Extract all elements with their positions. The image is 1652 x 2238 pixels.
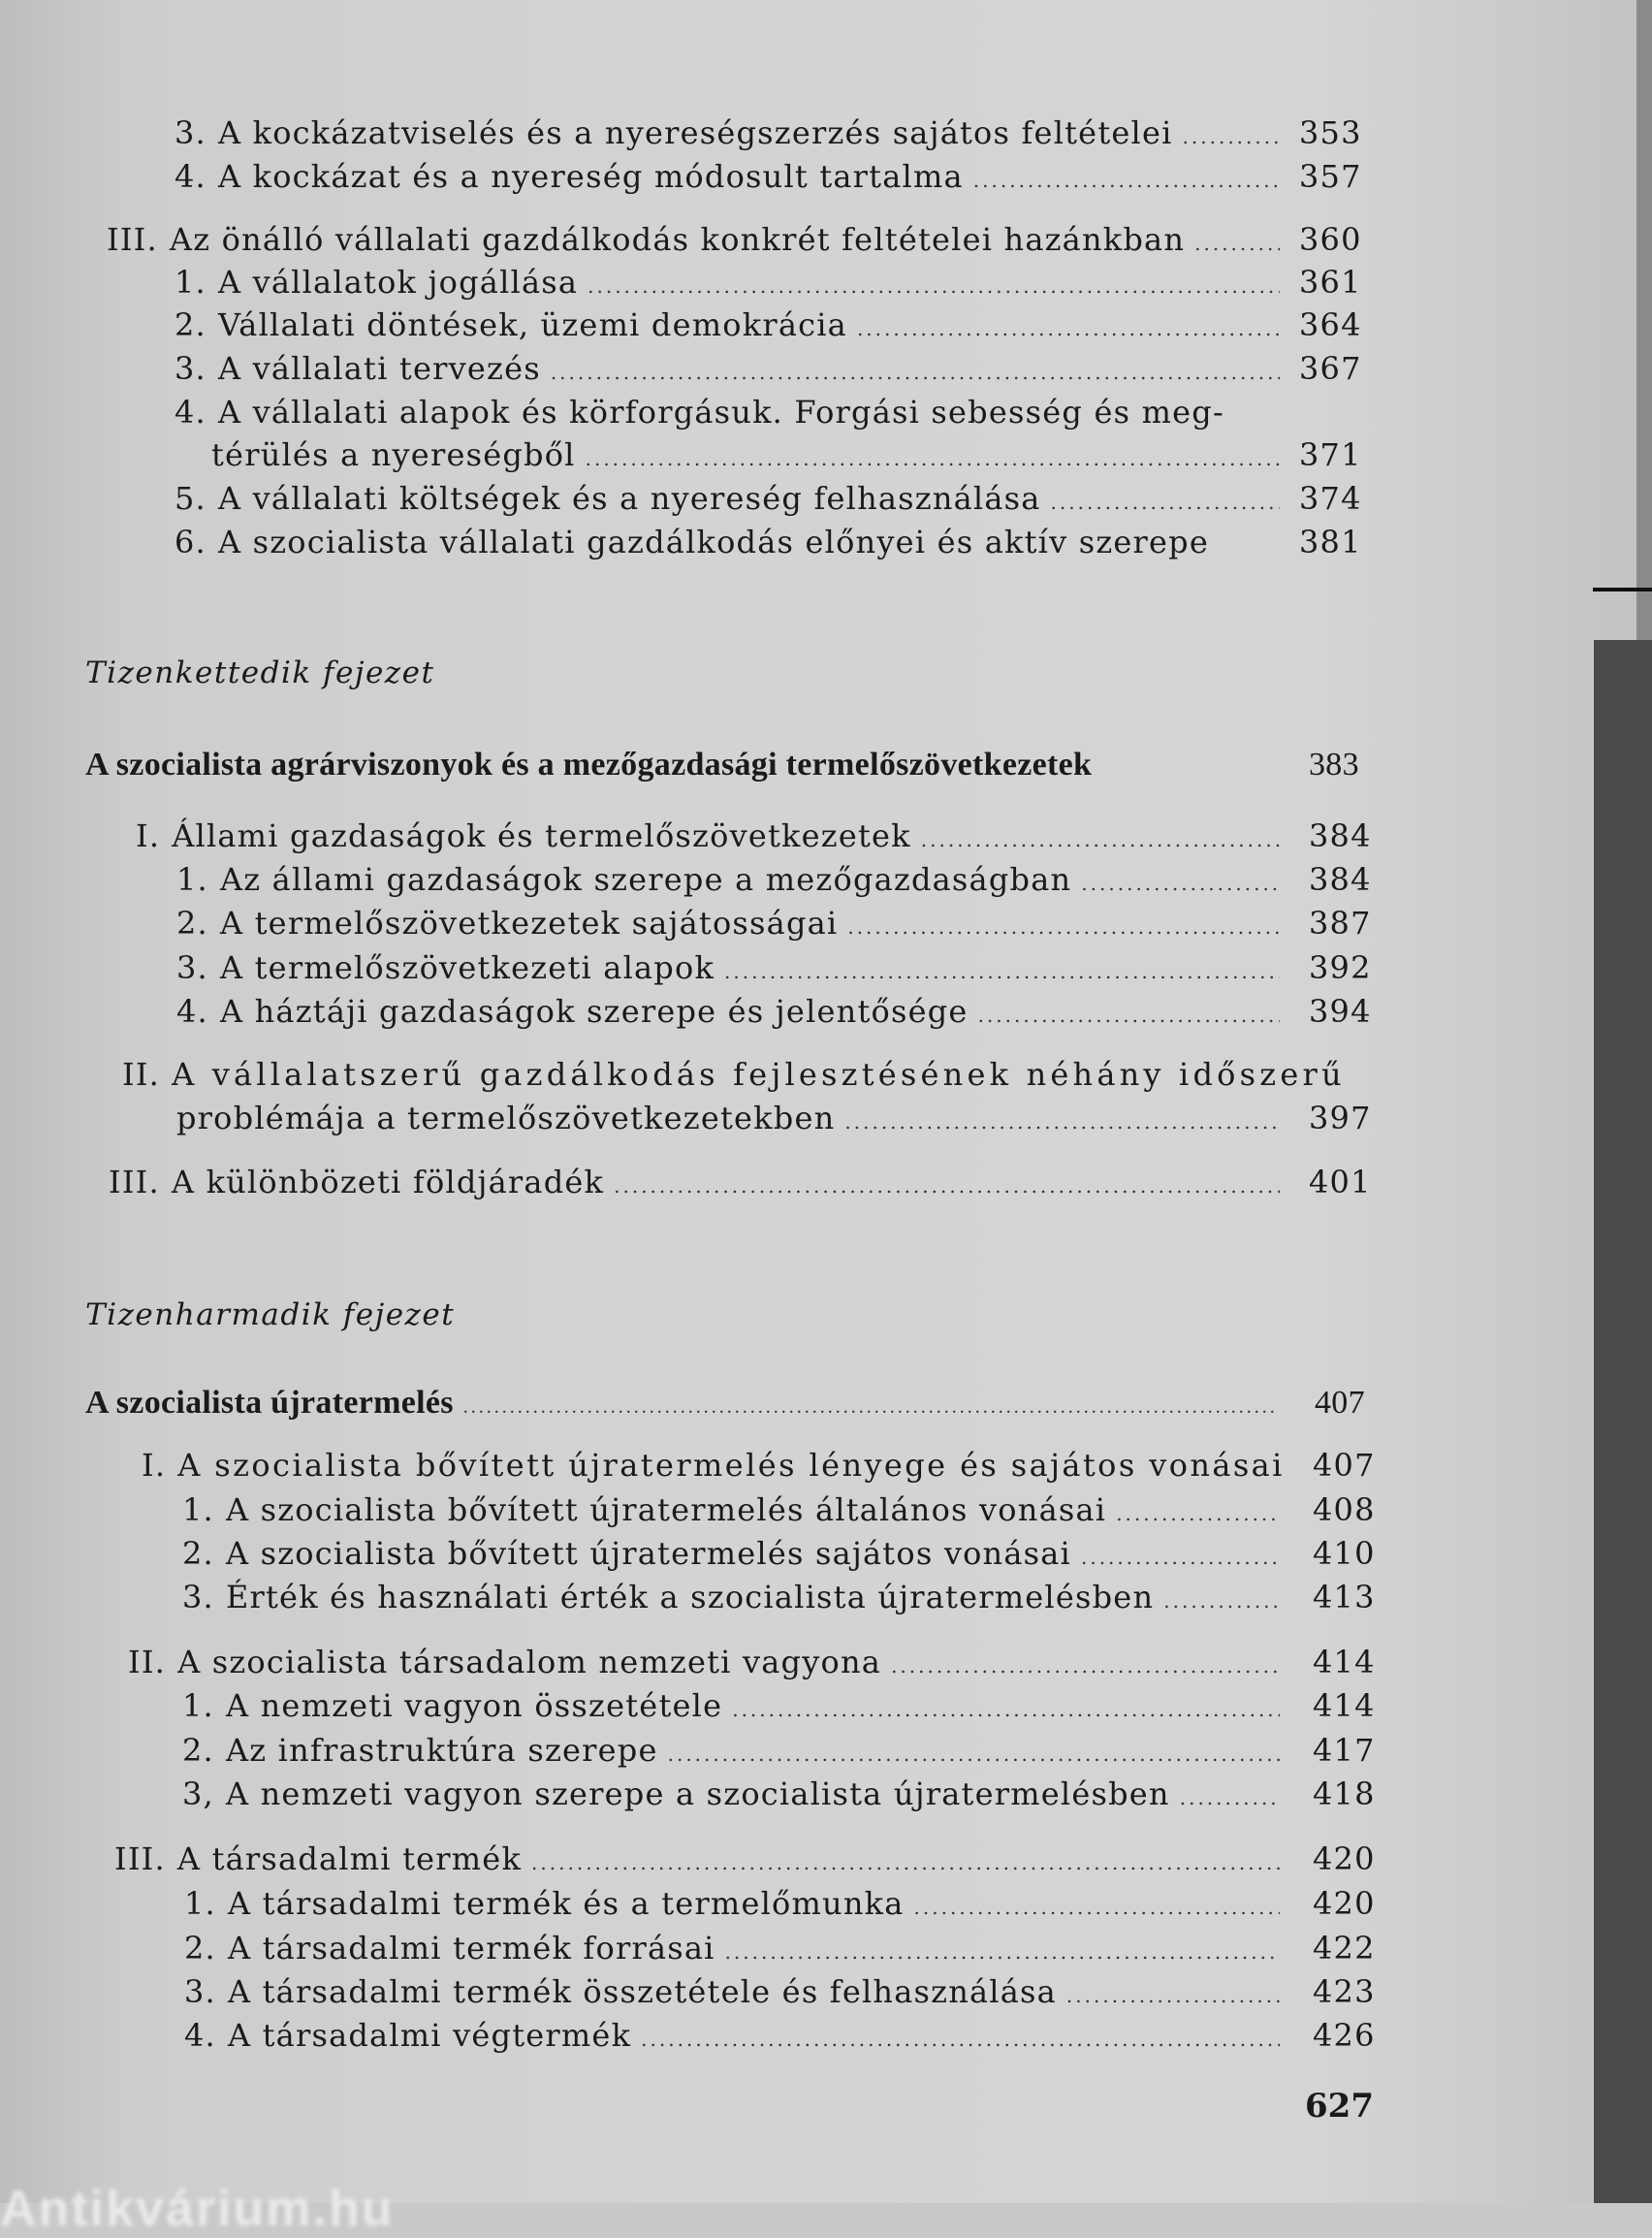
toc-entry-continuation: térülés a nyereségből ..... 371 [211, 436, 1289, 473]
toc-section: I. Állami gazdaságok és termelőszövetkezetek ..... 384 [136, 817, 1289, 854]
leader-dots [551, 361, 1280, 384]
leader-dots [1081, 1546, 1280, 1569]
toc-entry: 2. A szocialista bővített újratermelés sajátos vonásai ..... 410 [182, 1535, 1289, 1572]
toc-entry: 4. A társadalmi végtermék ..... 426 [184, 2017, 1289, 2054]
toc-section: II. A vállalatszerű gazdálkodás fejlesztésének néhány időszerű [122, 1056, 1346, 1093]
leader-dots [1066, 1984, 1280, 2007]
leader-dots [614, 1174, 1280, 1198]
toc-entry: 1. Az állami gazdaságok szerepe a mezőgazdaságban ..... 384 [176, 861, 1289, 898]
leader-dots [1163, 1589, 1280, 1613]
toc-entry: 1. A szocialista bővített újratermelés általános vonásai ..... 408 [182, 1491, 1289, 1528]
toc-entry: 5. A vállalati költségek és a nyereség felhasználása ..... 374 [175, 480, 1289, 517]
toc-entry: 3. A termelőszövetkezeti alapok ..... 392 [176, 949, 1289, 986]
leader-dots [921, 828, 1280, 851]
leader-dots [1081, 872, 1280, 895]
toc-entry: 2. A termelőszövetkezetek sajátosságai ..... 387 [176, 905, 1289, 942]
toc-section: III. Az önálló vállalati gazdálkodás konkrét feltételei hazánkban ..... 360 [107, 221, 1289, 258]
toc-entry: 4. A vállalati alapok és körforgásuk. Forgási sebesség és meg- [175, 394, 1224, 431]
toc-entry: 1. A nemzeti vagyon összetétele ..... 414 [182, 1687, 1289, 1724]
toc-entry: 1. A vállalatok jogállása ..... 361 [175, 264, 1289, 301]
toc-entry: 3, A nemzeti vagyon szerepe a szocialista újratermelésben ..... 418 [182, 1775, 1289, 1812]
leader-dots [914, 1896, 1280, 1919]
leader-dots [891, 1654, 1280, 1678]
toc-section-continuation: problémája a termelőszövetkezetekben ..... 397 [176, 1100, 1289, 1136]
leader-dots [844, 1110, 1280, 1134]
toc-section: II. A szocialista társadalom nemzeti vagyona ..... 414 [128, 1644, 1289, 1680]
toc-entry: 2. A társadalmi termék forrásai ..... 422 [184, 1930, 1289, 1966]
toc-entry: 1. A társadalmi termék és a termelőmunka ..... 420 [184, 1885, 1289, 1922]
leader-dots [586, 447, 1280, 470]
leader-dots [1194, 232, 1280, 255]
leader-dots [724, 960, 1280, 983]
leader-dots [588, 274, 1280, 298]
chapter-title: A szocialista újratermelés ..... 407 [85, 1385, 1287, 1422]
binding-strip [1594, 640, 1652, 2203]
leader-dots [847, 915, 1280, 939]
leader-dots [725, 1940, 1280, 1964]
leader-dots [1116, 1502, 1280, 1525]
toc-entry: 3. Érték és használati érték a szocialista újratermelésben ..... 413 [182, 1579, 1289, 1615]
toc-entry: 3. A vállalati tervezés ..... 367 [175, 350, 1289, 387]
leader-dots [978, 1004, 1280, 1027]
toc-entry: 6. A szocialista vállalati gazdálkodás előnyei és aktív szerepe 381 [175, 524, 1362, 560]
leader-dots [857, 317, 1280, 340]
chapter-title: A szocialista agrárviszonyok és a mezőgazdasági termelőszövetkezetek 383 [85, 747, 1359, 783]
leader-dots [732, 1698, 1280, 1721]
leader-dots [1183, 125, 1280, 148]
toc-section: III. A társadalmi termék ..... 420 [114, 1840, 1289, 1877]
leader-dots [668, 1742, 1280, 1766]
binding-line [1593, 588, 1652, 591]
toc-section: III. A különbözeti földjáradék ..... 401 [109, 1164, 1289, 1200]
page-number: 627 [1305, 2087, 1374, 2126]
watermark: Antikvárium.hu [0, 2181, 395, 2237]
leader-dots [1051, 491, 1280, 514]
chapter-label: Tizenharmadik fejezet [85, 1297, 456, 1332]
toc-entry: 3. A kockázatviselés és a nyereségszerzés sajátos feltételei ..... 353 [175, 114, 1289, 151]
leader-dots [1180, 1786, 1280, 1809]
toc-entry: 4. A kockázat és a nyereség módosult tartalma ..... 357 [175, 158, 1289, 195]
toc-section: I. A szocialista bővített újratermelés lényege és sajátos vonásai 407 [142, 1447, 1376, 1484]
toc-entry: 2. Az infrastruktúra szerepe ..... 417 [182, 1732, 1289, 1769]
leader-dots [641, 2028, 1280, 2051]
leader-dots [463, 1396, 1278, 1419]
toc-entry: 2. Vállalati döntések, üzemi demokrácia ..... 364 [175, 306, 1289, 343]
leader-dots [973, 169, 1280, 192]
leader-dots [531, 1851, 1280, 1874]
toc-entry: 3. A társadalmi termék összetétele és felhasználása ..... 423 [184, 1973, 1289, 2010]
chapter-label: Tizenkettedik fejezet [85, 655, 435, 690]
toc-entry: 4. A háztáji gazdaságok szerepe és jelentősége ..... 394 [176, 993, 1289, 1030]
